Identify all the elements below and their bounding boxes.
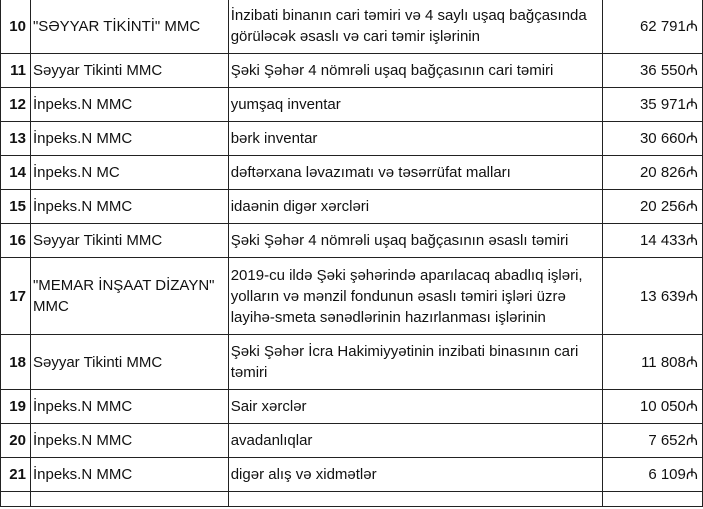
company-name: Səyyar Tikinti MMC: [30, 335, 228, 390]
amount: 6 109₼: [603, 458, 703, 492]
company-name: Səyyar Tikinti MMC: [30, 224, 228, 258]
work-description: 2019-cu ildə Şəki şəhərində aparılacaq abadlıq işləri, yolların və mənzil fondunun əsaslı təmiri işləri üzrə layihə-smeta sənədlərinin hazırlanması işlərinin: [228, 258, 602, 335]
row-number: 11: [1, 54, 31, 88]
company-name: İnpeks.N MMC: [30, 424, 228, 458]
company-name: İnpeks.N MMC: [30, 458, 228, 492]
empty-cell: [30, 492, 228, 507]
work-description: Sair xərclər: [228, 390, 602, 424]
row-number: 10: [1, 0, 31, 54]
amount: 62 791₼: [603, 0, 703, 54]
table-row: [1, 458, 703, 492]
company-name: İnpeks.N MMC: [30, 390, 228, 424]
amount: 20 256₼: [603, 190, 703, 224]
company-name: "MEMAR İNŞAAT DİZAYN" MMC: [30, 258, 228, 335]
row-number: 16: [1, 224, 31, 258]
row-number: 21: [1, 458, 31, 492]
work-description: İnzibati binanın cari təmiri və 4 saylı uşaq bağçasında görüləcək əsaslı və cari təmir işlərinin: [228, 0, 602, 54]
row-number: 17: [1, 258, 31, 335]
work-description: Şəki Şəhər 4 nömrəli uşaq bağçasının əsaslı təmiri: [228, 224, 602, 258]
work-description: avadanlıqlar: [228, 424, 602, 458]
work-description: Şəki Şəhər İcra Hakimiyyətinin inzibati binasının cari təmiri: [228, 335, 602, 390]
company-name: "SƏYYAR TİKİNTİ" MMC: [30, 0, 228, 54]
table-row: [1, 224, 703, 258]
row-number: 19: [1, 390, 31, 424]
work-description: yumşaq inventar: [228, 88, 602, 122]
company-name: İnpeks.N MMC: [30, 88, 228, 122]
amount: 36 550₼: [603, 54, 703, 88]
amount: 30 660₼: [603, 122, 703, 156]
amount: 7 652₼: [603, 424, 703, 458]
table-row: [1, 122, 703, 156]
empty-cell: [1, 492, 31, 507]
work-description: dəftərxana ləvazımatı və təsərrüfat malları: [228, 156, 602, 190]
table-row: [1, 190, 703, 224]
amount: 13 639₼: [603, 258, 703, 335]
table-row: [1, 156, 703, 190]
company-name: İnpeks.N MC: [30, 156, 228, 190]
company-name: İnpeks.N MMC: [30, 190, 228, 224]
row-number: 15: [1, 190, 31, 224]
company-name: İnpeks.N MMC: [30, 122, 228, 156]
work-description: digər alış və xidmətlər: [228, 458, 602, 492]
row-number: 18: [1, 335, 31, 390]
work-description: Şəki Şəhər 4 nömrəli uşaq bağçasının cari təmiri: [228, 54, 602, 88]
table-row-partial: [1, 492, 703, 507]
table-row: [1, 390, 703, 424]
empty-cell: [228, 492, 602, 507]
table-row: [1, 88, 703, 122]
contracts-table-body: [1, 0, 703, 507]
work-description: idaənin digər xərcləri: [228, 190, 602, 224]
amount: 20 826₼: [603, 156, 703, 190]
row-number: 14: [1, 156, 31, 190]
table-row: [1, 424, 703, 458]
table-row: [1, 258, 703, 335]
work-description: bərk inventar: [228, 122, 602, 156]
row-number: 20: [1, 424, 31, 458]
row-number: 13: [1, 122, 31, 156]
table-row: [1, 335, 703, 390]
amount: 14 433₼: [603, 224, 703, 258]
empty-cell: [603, 492, 703, 507]
amount: 11 808₼: [603, 335, 703, 390]
amount: 10 050₼: [603, 390, 703, 424]
table-row: [1, 0, 703, 54]
table-row: [1, 54, 703, 88]
company-name: Səyyar Tikinti MMC: [30, 54, 228, 88]
row-number: 12: [1, 88, 31, 122]
amount: 35 971₼: [603, 88, 703, 122]
